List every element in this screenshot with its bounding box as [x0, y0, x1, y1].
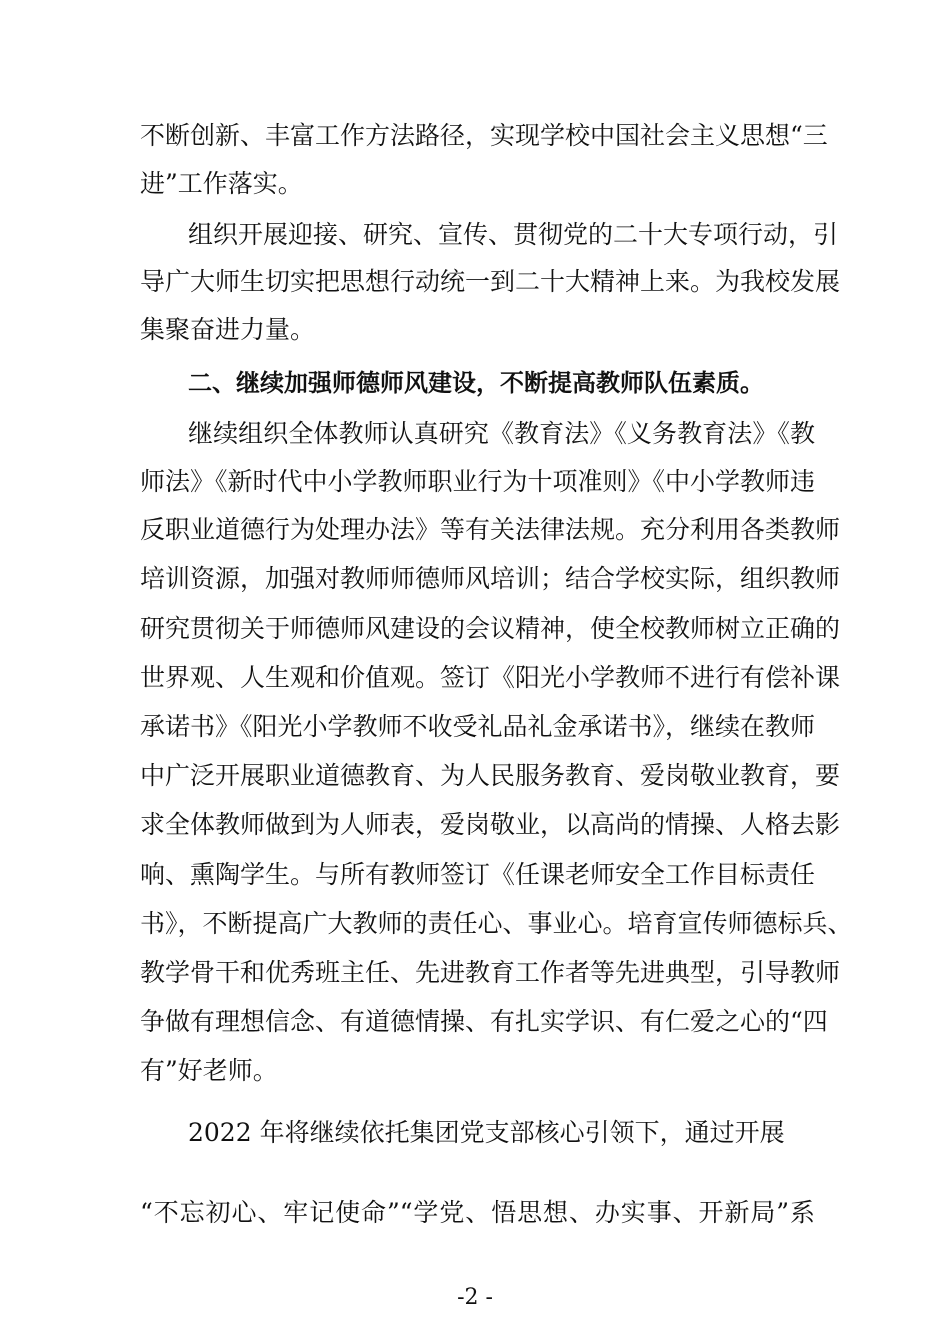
text-line-2: 进”工作落实。 [140, 169, 303, 198]
section-heading: 二、继续加强师德师风建设，不断提高教师队伍素质。 [188, 369, 764, 397]
text-line-13: 承诺书》《阳光小学教师不收受礼品礼金承诺书》，继续在教师 [140, 712, 816, 741]
text-line-4: 导广大师生切实把思想行动统一到二十大精神上来。为我校发展 [140, 267, 841, 296]
page-number: -2 - [457, 1285, 493, 1310]
text-line-11: 研究贯彻关于师德师风建设的会议精神，使全校教师树立正确的 [140, 614, 841, 643]
text-line-22: “不忘初心、牢记使命”“学党、悟思想、办实事、开新局”系 [140, 1198, 815, 1227]
text-line-9: 反职业道德行为处理办法》等有关法律法规。充分利用各类教师 [140, 515, 841, 544]
text-line-15: 求全体教师做到为人师表，爱岗敬业，以高尚的情操、人格去影 [140, 810, 841, 839]
text-line-3: 组织开展迎接、研究、宣传、贯彻党的二十大专项行动，引 [188, 220, 839, 249]
text-line-5: 集聚奋进力量。 [140, 315, 316, 344]
text-line-17: 书》，不断提高广大教师的责任心、事业心。培育宣传师德标兵、 [140, 909, 853, 938]
text-line-14: 中广泛开展职业道德教育、为人民服务教育、爱岗敬业教育，要 [140, 761, 841, 790]
text-line-19: 争做有理想信念、有道德情操、有扎实学识、有仁爱之心的“四 [140, 1007, 828, 1036]
text-line-16: 响、熏陶学生。与所有教师签订《任课老师安全工作目标责任 [140, 860, 816, 889]
text-line-7: 继续组织全体教师认真研究《教育法》《义务教育法》《教 [188, 419, 815, 448]
text-line-21: 2022 年将继续依托集团党支部核心引领下，通过开展 [188, 1118, 785, 1147]
text-line-8: 师法》《新时代中小学教师职业行为十项准则》《中小学教师违 [140, 467, 816, 496]
text-line-10: 培训资源，加强对教师师德师风培训；结合学校实际，组织教师 [140, 564, 841, 593]
text-line-20: 有”好老师。 [140, 1056, 278, 1085]
text-line-12: 世界观、人生观和价值观。签订《阳光小学教师不进行有偿补课 [140, 663, 841, 692]
text-line-18: 教学骨干和优秀班主任、先进教育工作者等先进典型，引导教师 [140, 958, 841, 987]
text-line-1: 不断创新、丰富工作方法路径，实现学校中国社会主义思想“三 [140, 121, 828, 150]
